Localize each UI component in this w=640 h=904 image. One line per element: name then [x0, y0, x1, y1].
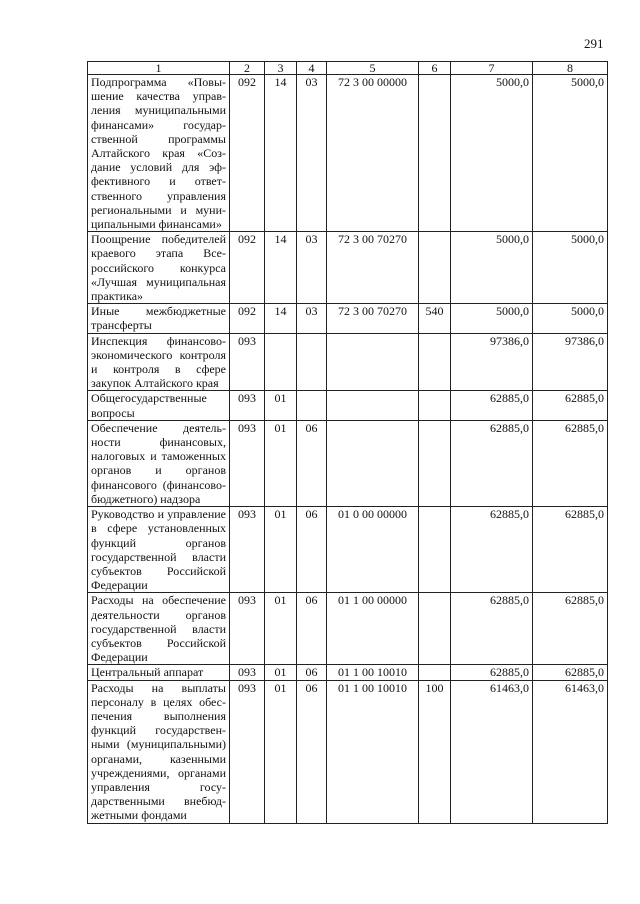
cell-amount-2: 61463,0 [533, 680, 608, 823]
cell-section: 14 [265, 75, 297, 232]
budget-table [87, 61, 608, 824]
table-row [88, 304, 608, 333]
table-row [88, 333, 608, 391]
cell-subsection: 03 [297, 75, 327, 232]
table-row [88, 593, 608, 665]
cell-expense-type [419, 75, 451, 232]
cell-expense-type [419, 391, 451, 420]
cell-grbs: 093 [230, 420, 265, 506]
table-row [88, 680, 608, 823]
header-cell: 1 [88, 62, 230, 75]
cell-grbs: 092 [230, 304, 265, 333]
cell-amount-2: 62885,0 [533, 391, 608, 420]
cell-section: 01 [265, 420, 297, 506]
header-cell: 5 [327, 62, 419, 75]
cell-section: 14 [265, 304, 297, 333]
cell-grbs: 093 [230, 391, 265, 420]
row-name: Инспекция финансово-экономического контроля и контроля в сфере закупок Алтайского края [88, 333, 230, 391]
cell-target-article: 01 0 00 00000 [327, 507, 419, 593]
cell-amount-1: 62885,0 [451, 420, 533, 506]
header-row [88, 62, 608, 75]
header-cell: 3 [265, 62, 297, 75]
cell-section: 14 [265, 232, 297, 304]
cell-target-article [327, 333, 419, 391]
row-name: Общегосударственные вопросы [88, 391, 230, 420]
cell-amount-2: 62885,0 [533, 593, 608, 665]
cell-expense-type [419, 420, 451, 506]
cell-amount-2: 5000,0 [533, 304, 608, 333]
cell-amount-1: 97386,0 [451, 333, 533, 391]
cell-grbs: 092 [230, 232, 265, 304]
row-name: Иные межбюджетные трансферты [88, 304, 230, 333]
cell-grbs: 093 [230, 665, 265, 680]
cell-expense-type [419, 665, 451, 680]
row-name: Центральный аппарат [88, 665, 230, 680]
header-cell: 7 [451, 62, 533, 75]
table-row [88, 420, 608, 506]
table-row [88, 391, 608, 420]
page-number: 291 [584, 36, 604, 51]
cell-grbs: 093 [230, 507, 265, 593]
cell-subsection: 06 [297, 593, 327, 665]
table-row [88, 75, 608, 232]
cell-subsection: 03 [297, 304, 327, 333]
cell-target-article: 01 1 00 10010 [327, 665, 419, 680]
cell-amount-1: 62885,0 [451, 593, 533, 665]
cell-target-article [327, 391, 419, 420]
cell-section [265, 333, 297, 391]
table-row [88, 232, 608, 304]
row-name: Расходы на выплаты персоналу в целях обеспечения выполнения функций государственными (муниципальными) органами, казенными учреждениями, органами управления государственными внебюджетными фондами [88, 680, 230, 823]
header-cell: 4 [297, 62, 327, 75]
cell-amount-2: 5000,0 [533, 75, 608, 232]
cell-subsection [297, 333, 327, 391]
table-row [88, 507, 608, 593]
row-name: Обеспечение деятельности финансовых, налоговых и таможенных органов и органов финансового (финансово-бюджетного) надзора [88, 420, 230, 506]
row-name: Руководство и управление в сфере установленных функций органов государственной власти субъектов Российской Федерации [88, 507, 230, 593]
cell-expense-type: 100 [419, 680, 451, 823]
cell-amount-2: 5000,0 [533, 232, 608, 304]
cell-expense-type [419, 593, 451, 665]
header-cell: 8 [533, 62, 608, 75]
cell-grbs: 093 [230, 333, 265, 391]
cell-grbs: 093 [230, 593, 265, 665]
cell-amount-1: 5000,0 [451, 75, 533, 232]
cell-amount-1: 5000,0 [451, 304, 533, 333]
cell-target-article: 01 1 00 10010 [327, 680, 419, 823]
cell-subsection: 03 [297, 232, 327, 304]
cell-amount-2: 62885,0 [533, 420, 608, 506]
cell-expense-type [419, 232, 451, 304]
cell-expense-type [419, 507, 451, 593]
cell-expense-type [419, 333, 451, 391]
cell-subsection: 06 [297, 665, 327, 680]
cell-target-article: 72 3 00 00000 [327, 75, 419, 232]
cell-subsection: 06 [297, 420, 327, 506]
table-row [88, 665, 608, 680]
cell-grbs: 092 [230, 75, 265, 232]
cell-expense-type: 540 [419, 304, 451, 333]
cell-section: 01 [265, 507, 297, 593]
cell-target-article: 72 3 00 70270 [327, 232, 419, 304]
cell-amount-1: 5000,0 [451, 232, 533, 304]
cell-amount-1: 61463,0 [451, 680, 533, 823]
cell-section: 01 [265, 391, 297, 420]
row-name: Поощрение победителей краевого этапа Всероссийского конкурса «Лучшая муниципальная практика» [88, 232, 230, 304]
cell-target-article: 01 1 00 00000 [327, 593, 419, 665]
cell-amount-1: 62885,0 [451, 507, 533, 593]
header-cell: 2 [230, 62, 265, 75]
cell-subsection [297, 391, 327, 420]
row-name: Подпрограмма «Повышение качества управления муниципальными финансами» государственной программы Алтайского края «Создание условий для эффективного и ответственного управления региональными и муниципальными финансами» [88, 75, 230, 232]
cell-amount-2: 62885,0 [533, 507, 608, 593]
cell-amount-1: 62885,0 [451, 665, 533, 680]
header-cell: 6 [419, 62, 451, 75]
cell-section: 01 [265, 593, 297, 665]
cell-amount-1: 62885,0 [451, 391, 533, 420]
cell-target-article [327, 420, 419, 506]
cell-section: 01 [265, 665, 297, 680]
row-name: Расходы на обеспечение деятельности органов государственной власти субъектов Российской Федерации [88, 593, 230, 665]
cell-subsection: 06 [297, 680, 327, 823]
cell-target-article: 72 3 00 70270 [327, 304, 419, 333]
cell-grbs: 093 [230, 680, 265, 823]
cell-section: 01 [265, 680, 297, 823]
cell-subsection: 06 [297, 507, 327, 593]
cell-amount-2: 62885,0 [533, 665, 608, 680]
cell-amount-2: 97386,0 [533, 333, 608, 391]
